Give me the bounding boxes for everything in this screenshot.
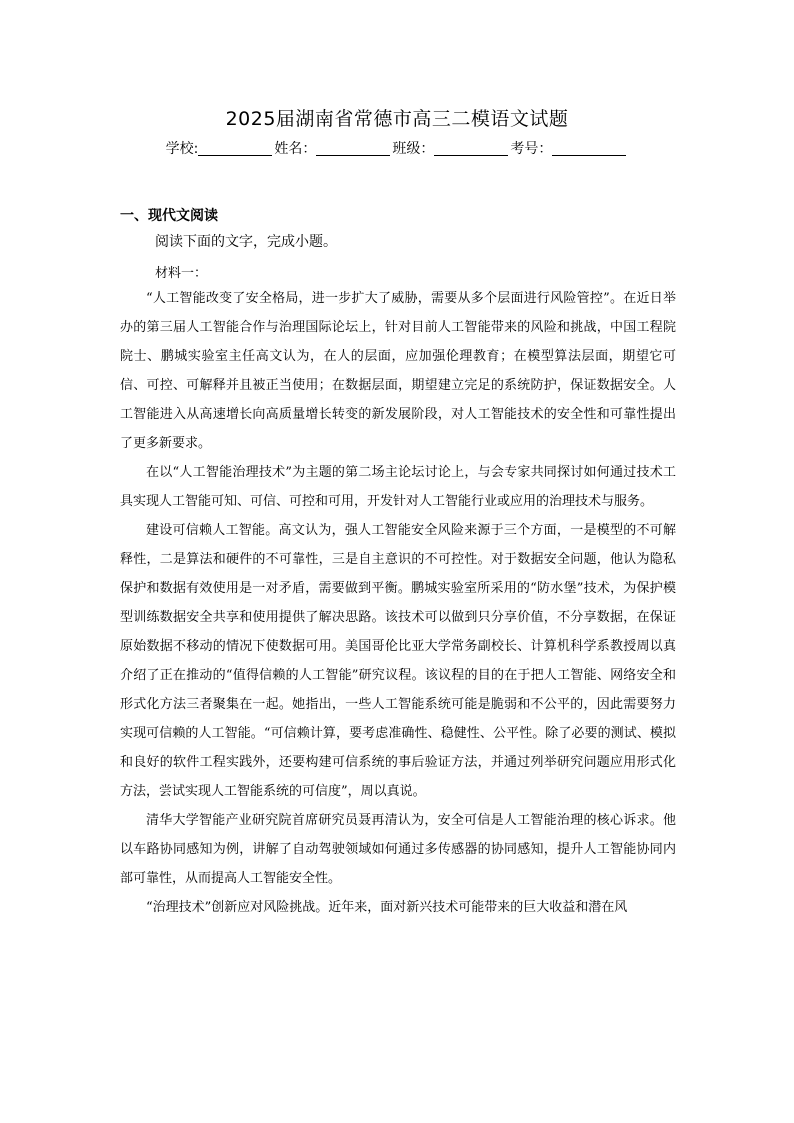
page-title: 2025届湖南省常德市高三二模语文试题 — [225, 108, 569, 130]
passage-paragraph: 清华大学智能产业研究院首席研究员聂再清认为，安全可信是人工智能治理的核心诉求。他以车路协同感知为例，讲解了自动驾驶领域如何通过多传感器的协同感知，提升人工智能协同内部可靠性，从而提高人工智能安全性。 — [120, 813, 676, 886]
class-blank[interactable] — [434, 141, 508, 156]
class-label: 班级： — [392, 141, 435, 157]
passage-paragraph: 建设可信赖人工智能。高文认为，强人工智能安全风险来源于三个方面，一是模型的不可解释性，二是算法和硬件的不可靠性，三是自主意识的不可控性。对于数据安全问题，他认为隐私保护和数据有效使用是一对矛盾，需要做到平衡。鹏城实验室所采用的“防水堡”技术，为保护模型训练数据安全共享和使用提供了解决思路。该技术可以做到只分享价值，不分享数据，在保证原始数据不移动的情况下使数据可用。美国哥伦比亚大学常务副校长、计算机科学系教授周以真介绍了正在推动的“值得信赖的人工智能”研究议程。该议程的目的在于把人工智能、网络安全和形式化方法三者聚集在一起。她指出，一些人工智能系统可能是脆弱和不公平的，因此需要努力实现可信赖的人工智能。“可信赖计算，要考虑准确性、稳健性、公平性。除了必要的测试、模拟和良好的软件工程实践外，还要构建可信系统的事后验证方法，并通过列举研究问题应用形式化方法，尝试实现人工智能系统的可信度”，周以真说。 — [120, 523, 676, 799]
passage-paragraph: “人工智能改变了安全格局，进一步扩大了威胁，需要从多个层面进行风险管控”。在近日举办的第三届人工智能合作与治理国际论坛上，针对目前人工智能带来的风险和挑战，中国工程院院士、鹏城实验室主任高文认为，在人的层面，应加强伦理教育；在模型算法层面，期望它可信、可控、可解释并且被正当使用；在数据层面，期望建立完足的系统防护，保证数据安全。人工智能进入从高速增长向高质量增长转变的新发展阶段，对人工智能技术的安全性和可靠性提出了更多新要求。 — [120, 291, 676, 451]
passage-body — [120, 284, 676, 922]
exam-number-blank[interactable] — [552, 141, 626, 156]
school-label: 学校: — [165, 141, 199, 157]
student-info-line — [0, 138, 794, 158]
exam-number-label: 考号： — [510, 141, 553, 157]
passage-paragraph: 在以“人工智能治理技术”为主题的第二场主论坛讨论上，与会专家共同探讨如何通过技术工具实现人工智能可知、可信、可控和可用，开发针对人工智能行业或应用的治理技术与服务。 — [120, 465, 676, 509]
name-blank[interactable] — [316, 141, 390, 156]
material-label: 材料一： — [155, 266, 208, 281]
name-label: 姓名： — [274, 141, 317, 157]
reading-instruction: 阅读下面的文字，完成小题。 — [155, 234, 337, 250]
passage-paragraph: “治理技术”创新应对风险挑战。近年来，面对新兴技术可能带来的巨大收益和潜在风 — [146, 900, 628, 915]
section-heading: 一、现代文阅读 — [120, 208, 218, 224]
school-blank[interactable] — [198, 141, 272, 156]
